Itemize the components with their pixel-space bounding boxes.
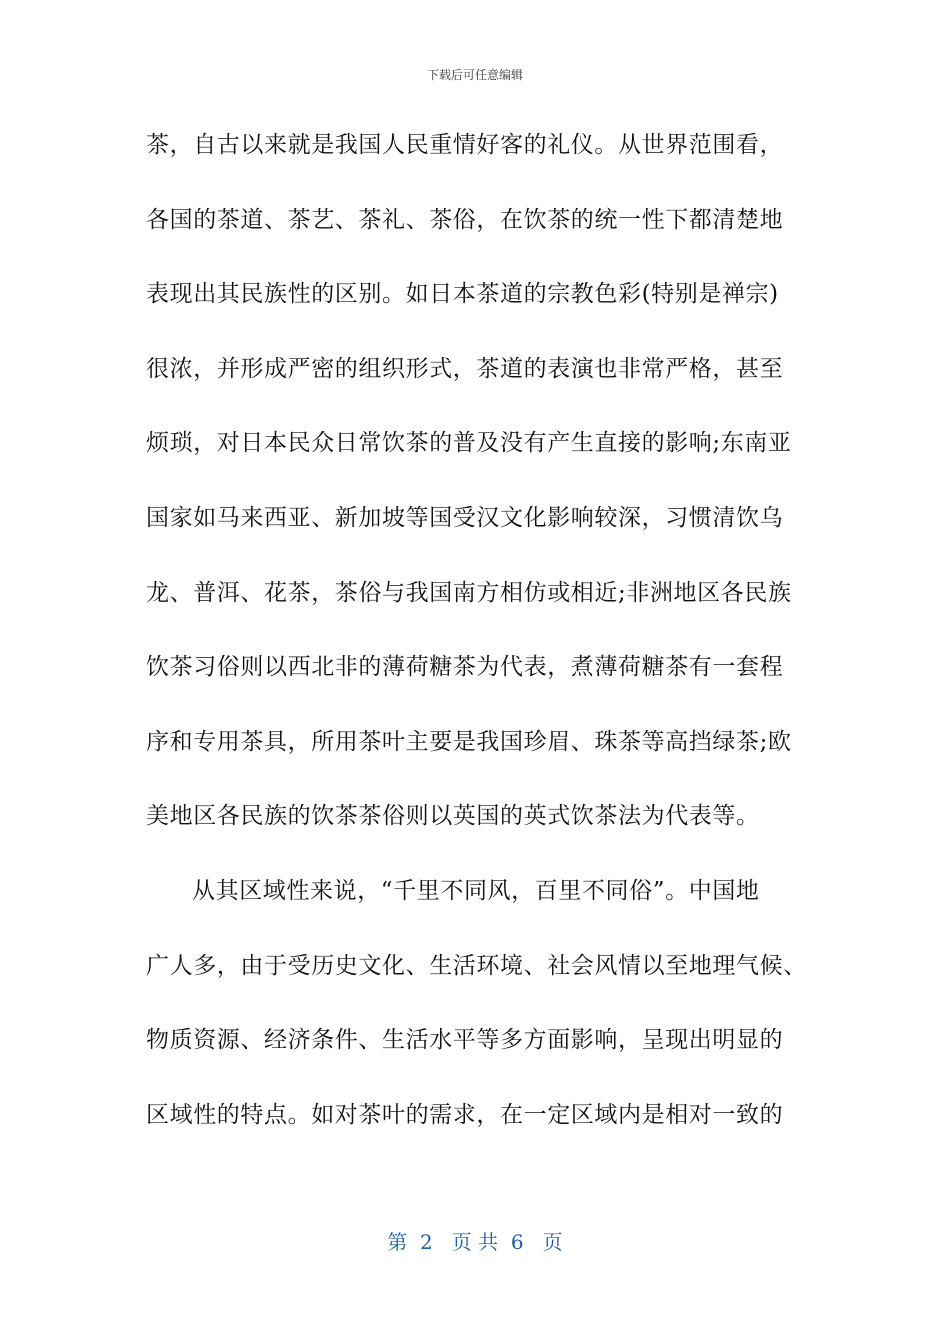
- text-line: 茶，自古以来就是我国人民重情好客的礼仪。从世界范围看，: [146, 132, 784, 158]
- text-line: 区域性的特点。如对茶叶的需求，在一定区域内是相对一致的: [146, 1101, 784, 1128]
- text-line: 序和专用茶具，所用茶叶主要是我国珍眉、珠茶等高挡绿茶;欧: [146, 728, 792, 755]
- text-line: 烦琐，对日本民众日常饮茶的普及没有产生直接的影响;东南亚: [146, 430, 792, 457]
- text-line-paragraph-start: 从其区域性来说，“千里不同风，百里不同俗”。中国地: [192, 877, 760, 904]
- page-number-footer: 第 2 页 共 6 页: [387, 1230, 563, 1254]
- page-header-note: 下载后可任意编辑: [426, 68, 523, 82]
- text-line: 物质资源、经济条件、生活水平等多方面影响，呈现出明显的: [146, 1027, 784, 1054]
- text-line: 龙、普洱、花茶，茶俗与我国南方相仿或相近;非洲地区各民族: [146, 579, 792, 606]
- text-line: 各国的茶道、茶艺、茶礼、茶俗，在饮茶的统一性下都清楚地: [146, 206, 784, 233]
- document-body: [146, 128, 806, 1172]
- text-line: 表现出其民族性的区别。如日本茶道的宗教色彩(特别是禅宗): [146, 281, 779, 308]
- text-line: 美地区各民族的饮茶茶俗则以英国的英式饮茶法为代表等。: [146, 803, 760, 830]
- text-line: 广人多，由于受历史文化、生活环境、社会风情以至地理气候、: [146, 952, 807, 979]
- text-line: 饮茶习俗则以西北非的薄荷糖茶为代表，煮薄荷糖茶有一套程: [146, 654, 784, 681]
- text-line: 很浓，并形成严密的组织形式，茶道的表演也非常严格，甚至: [146, 355, 784, 382]
- text-line: 国家如马来西亚、新加坡等国受汉文化影响较深，习惯清饮乌: [146, 504, 784, 531]
